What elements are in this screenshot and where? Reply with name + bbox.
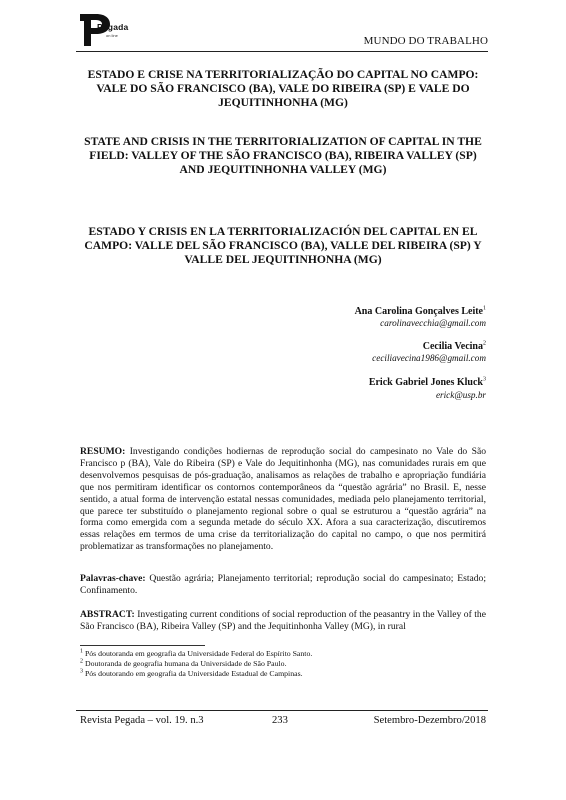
resumo-paragraph: RESUMO: Investigando condições hodiernas de reprodução social do campesinato no Vale do São Francisco p (BA), Vale do Ribeira (SP) e Vale do Jequitinhonha (MG), nas comunidades rurais em que desenvolvemos pesquisas de pós-graduação, analisamos as relações de trabalho e apropriação fundiária que nos permitiram identificar os contornos contemporâneos da “questão agrária” no Brasil. E, nesse sentido, a atual forma de intervenção estatal nessas comunidades, mediada pelo planejamento territorial, que parece ter substituído o planejamento regional sobre o qual se estruturou a “questão agrária” na forma como emergida com a segunda metade do século XX. Afora a sua caracterização, discutiremos essas relações em termos de uma crise da territorialização do capital no campo, o que nos permitirá problematizar as transformações no planejamento. [80,446,486,553]
page-number: 233 [272,715,288,726]
author-email[interactable]: ceciliavecina1986@gmail.com [372,353,486,363]
footer-rule [76,710,488,711]
title-english: STATE AND CRISIS IN THE TERRITORIALIZATION OF CAPITAL IN THE FIELD: VALLEY OF THE SÃO FRANCISCO (BA), RIBEIRA VALLEY (SP) AND JEQUITINHONHA VALLEY (MG) [84,135,482,176]
resumo-label: RESUMO: [80,446,126,457]
title-spanish: ESTADO Y CRISIS EN LA TERRITORIALIZACIÓN DEL CAPITAL EN EL CAMPO: VALLE DEL SÃO FRANCISCO (BA), VALLE DEL RIBEIRA (SP) Y VALLE DEL JEQUITINHONHA (MG) [84,225,482,266]
keywords-label: Palavras-chave: [80,573,146,584]
footnote: $^2$ Doutoranda de geografia humana da Universidade de São Paulo. [80,658,287,668]
logo-wordmark: Pegada [97,22,129,32]
header-rule [76,51,488,52]
author-email[interactable]: carolinavecchia@gmail.com [380,318,486,328]
keywords-paragraph: Palavras-chave: Questão agrária; Planejamento territorial; reprodução social do campesinato; Estado; Confinamento. [80,573,486,596]
abstract-paragraph: ABSTRACT: Investigating current conditions of social reproduction of the peasantry in the Valley of the São Francisco (BA), Ribeira Valley (SP) and the Jequitinhonha Valley (MG), in rural [80,609,486,632]
section-label: MUNDO DO TRABALHO [363,35,488,47]
logo-subtitle: on line [106,33,118,38]
author-name: Erick Gabriel Jones Kluck$^3$ [368,376,486,388]
author-email[interactable]: erick@usp.br [435,390,486,400]
footnote-rule [80,645,205,646]
title-portuguese: ESTADO E CRISE NA TERRITORIALIZAÇÃO DO CAPITAL NO CAMPO: VALE DO SÃO FRANCISCO (BA), VALE DO RIBEIRA (SP) E VALE DO JEQUITINHONHA (MG) [87,68,479,109]
author-name: Ana Carolina Gonçalves Leite$^1$ [354,305,486,317]
abstract-label: ABSTRACT: [80,609,135,620]
author-name: Cecilia Vecina$^2$ [422,340,486,352]
footnote: $^1$ Pós doutoranda em geografia da Universidade Federal do Espírito Santo. [80,648,313,658]
footer-journal: Revista Pegada – vol. 19. n.3 [80,715,204,726]
footnote: $^3$ Pós doutorando em geografia da Universidade Estadual de Campinas. [80,668,303,678]
footer-date: Setembro-Dezembro/2018 [373,715,486,726]
